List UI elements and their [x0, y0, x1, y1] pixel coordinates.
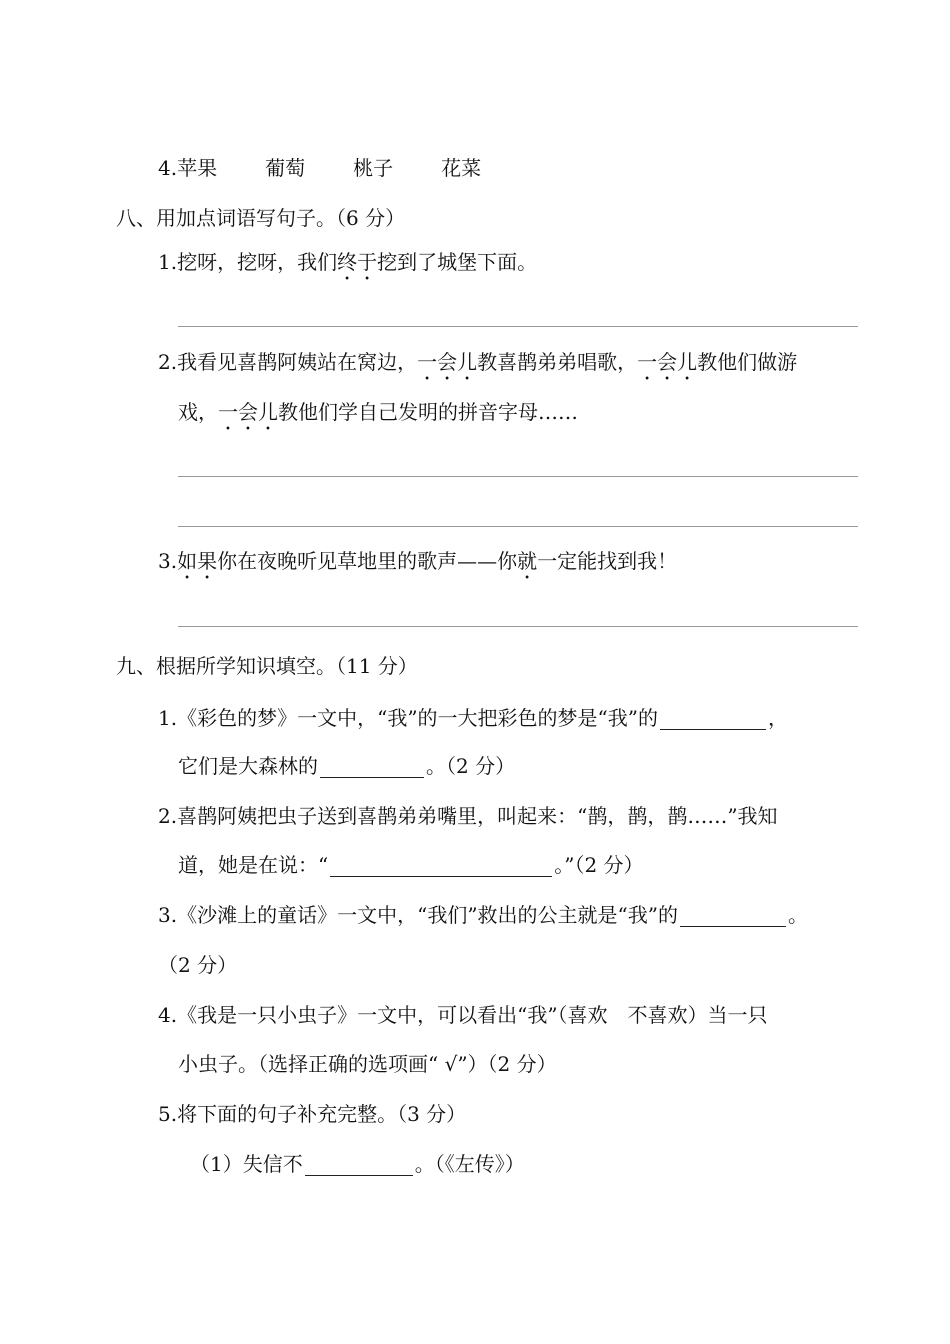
fill-blank[interactable]	[305, 1155, 413, 1176]
sentence-text: 一定能找到我！	[537, 549, 678, 573]
word-2: 葡萄	[265, 156, 306, 180]
sentence-text: 你在夜晚听见草地里的歌声——你	[217, 549, 518, 573]
question-9-3-line2: （2 分）	[158, 953, 238, 977]
question-number: 3.	[158, 549, 178, 573]
dotted-word: 一会儿	[637, 350, 698, 374]
answer-line[interactable]	[178, 326, 858, 327]
question-text: 。	[788, 903, 808, 927]
question-text: ，	[768, 706, 788, 730]
question-number: 5.	[158, 1102, 178, 1126]
sentence-text: 戏，	[178, 400, 218, 424]
dotted-word: 一会儿	[417, 350, 478, 374]
question-number: 2.	[158, 350, 178, 374]
question-number: 1.	[158, 706, 178, 730]
section-8-heading: 八、用加点词语写句子。（6 分）	[116, 206, 406, 230]
answer-line[interactable]	[178, 626, 858, 627]
question-8-2-line2	[178, 400, 578, 435]
sentence-text: 教他们学自己发明的拼音字母……	[278, 400, 578, 424]
word-1: 苹果	[177, 156, 218, 180]
question-9-1	[158, 706, 788, 730]
question-text: 《彩色的梦》一文中，“我”的一大把彩色的梦是“我”的	[177, 706, 658, 730]
question-text: 《沙滩上的童话》一文中，“我们”救出的公主就是“我”的	[177, 903, 678, 927]
question-text: 道，她是在说：“	[178, 853, 329, 877]
sentence-text: 挖到了城堡下面。	[377, 250, 538, 274]
question-7-4	[158, 156, 481, 180]
sentence-text: 教喜鹊弟弟唱歌，	[477, 350, 638, 374]
word-4: 花菜	[441, 156, 482, 180]
question-number: 4.	[158, 156, 178, 180]
question-9-5	[158, 1102, 466, 1126]
question-text: 。”（2 分）	[554, 853, 644, 877]
section-9-heading: 九、根据所学知识填空。（11 分）	[116, 654, 418, 678]
question-text: 将下面的句子补充完整。（3 分）	[177, 1102, 467, 1126]
question-text: 它们是大森林的	[178, 754, 318, 778]
question-9-4-line2: 小虫子。（选择正确的选项画“ √”）（2 分）	[178, 1052, 557, 1076]
question-9-5-sub1	[190, 1152, 525, 1176]
question-9-2	[158, 804, 778, 828]
question-number: 3.	[158, 903, 178, 927]
question-number: 4.	[158, 1003, 178, 1027]
dotted-word: 如果	[177, 549, 218, 573]
dotted-word: 终于	[337, 250, 378, 274]
dotted-word: 就	[517, 549, 538, 573]
question-number: 2.	[158, 804, 178, 828]
answer-line[interactable]	[178, 526, 858, 527]
fill-blank[interactable]	[680, 906, 786, 927]
question-text: 。（《左传》）	[414, 1152, 525, 1176]
question-text: 喜鹊阿姨把虫子送到喜鹊弟弟嘴里，叫起来：“鹊，鹊，鹊……”我知	[177, 804, 778, 828]
question-text: 。（2 分）	[426, 754, 516, 778]
question-9-3	[158, 903, 808, 927]
question-8-1	[158, 250, 537, 285]
question-9-1-line2	[178, 754, 515, 778]
sentence-text: 我看见喜鹊阿姨站在窝边，	[177, 350, 418, 374]
sentence-text: 教他们做游	[697, 350, 798, 374]
question-text: （1）失信不	[190, 1152, 303, 1176]
word-3: 桃子	[353, 156, 394, 180]
fill-blank[interactable]	[330, 856, 552, 877]
question-9-4	[158, 1003, 768, 1027]
question-number: 1.	[158, 250, 178, 274]
question-9-2-line2	[178, 853, 644, 877]
question-8-2	[158, 350, 797, 385]
question-text: 《我是一只小虫子》一文中，可以看出“我”（喜欢 不喜欢）当一只	[177, 1003, 768, 1027]
sentence-text: 挖呀，挖呀，我们	[177, 250, 338, 274]
question-8-3	[158, 549, 677, 584]
answer-line[interactable]	[178, 476, 858, 477]
fill-blank[interactable]	[320, 757, 424, 778]
dotted-word: 一会儿	[218, 400, 278, 424]
fill-blank[interactable]	[660, 709, 766, 730]
